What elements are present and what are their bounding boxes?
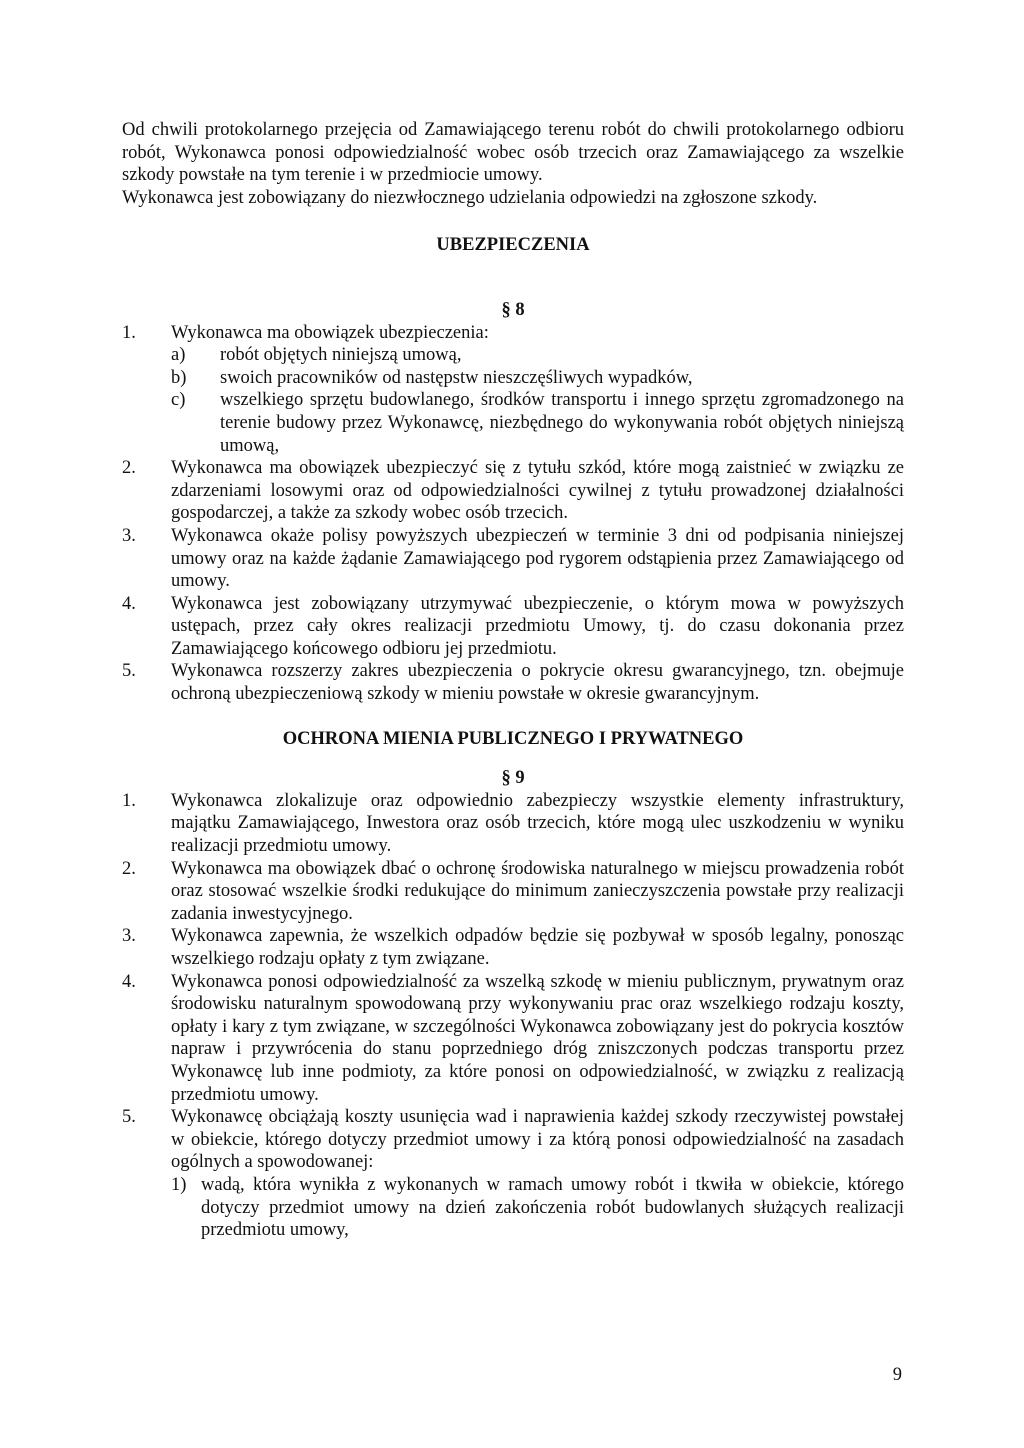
list-item-number: 5. [122, 661, 136, 682]
list-item-text: Wykonawca rozszerzy zakres ubezpieczenia o pokrycie okresu gwarancyjnego, tzn. obejmuje ochroną ubezpieczeniową szkody w mieniu powstałe w okresie gwarancyjnym. [171, 661, 904, 705]
sub-list-item [171, 344, 904, 367]
page-number: 9 [892, 1365, 902, 1385]
list-item-text: Wykonawca ponosi odpowiedzialność za wszelką szkodę w mieniu publicznym, prywatnym oraz środowisku naturalnym spowodowaną przy wykonywaniu prac oraz wszelkiego rodzaju koszty, opłaty i kary z tym związane, w szczególności Wykonawca zobowiązany jest do pokrycia kosztów napraw i przywrócenia do stanu poprzedniego dróg zniszczonych podczas transportu przez Wykonawcę lub inne podmioty, za które ponosi on odpowiedzialność, w związku z realizacją przedmiotu umowy. [171, 971, 904, 1105]
list-item-number: 3. [122, 525, 136, 546]
sub-list-item [171, 1174, 904, 1242]
sub-item-text: swoich pracowników od następstw nieszczęśliwych wypadków, [220, 367, 693, 388]
sub-list-item [171, 367, 904, 390]
sub-item-text: robót objętych niniejszą umową, [220, 345, 462, 366]
sub-item-letter: b) [171, 367, 187, 388]
list-item [122, 322, 904, 458]
section-heading-ubezpieczenia: UBEZPIECZENIA [436, 235, 590, 256]
list-item [122, 790, 904, 858]
section-heading-ochrona-mienia: OCHRONA MIENIA PUBLICZNEGO I PRYWATNEGO [282, 728, 744, 749]
list-item-text: Wykonawca jest zobowiązany utrzymywać ubezpieczenie, o którym mowa w powyższych ustępach, przez cały okres realizacji przedmiotu Umowy, tj. do czasu dokonania przez Zamawiającego końcowego odbioru jej przedmiotu. [171, 593, 904, 659]
list-item [122, 1106, 904, 1242]
list-item [122, 525, 904, 593]
list-item-number: 1. [122, 790, 136, 811]
list-item-text: Wykonawca okaże polisy powyższych ubezpieczeń w terminie 3 dni od podpisania niniejszej umowy oraz na każde żądanie Zamawiającego pod rygorem odstąpienia przez Zamawiającego od umowy. [171, 525, 904, 592]
sub-list-item [171, 389, 904, 457]
paragraph-sign-8: § 8 [501, 299, 525, 320]
sub-item-text: wszelkiego sprzętu budowlanego, środków transportu i innego sprzętu zgromadzonego na terenie budowy przez Wykonawcę, niezbędnego do wykonywania robót objętych niniejszą umową, [220, 390, 904, 456]
list-item-number: 2. [122, 458, 136, 479]
list-item [122, 593, 904, 661]
list-item-text: Wykonawcę obciążają koszty usunięcia wad i naprawienia każdej szkody rzeczywistej powstałej w obiekcie, którego dotyczy przedmiot umowy i za którą ponosi odpowiedzialność na zasadach ogólnych a spowodowanej: [171, 1107, 904, 1173]
list-item [122, 971, 904, 1107]
list-item-number: 4. [122, 593, 136, 614]
list-item [122, 660, 904, 705]
list-item [122, 457, 904, 525]
list-item [122, 858, 904, 926]
list-item-text: Wykonawca ma obowiązek ubezpieczenia: [171, 322, 489, 343]
sub-item-letter: c) [171, 390, 186, 411]
list-item-text: Wykonawca zlokalizuje oraz odpowiednio zabezpieczy wszystkie elementy infrastruktury, majątku Zamawiającego, Inwestora oraz osób trzecich, które mogą ulec uszkodzeniu w wyniku realizacji przedmiotu umowy. [171, 790, 904, 857]
list-item-number: 1. [122, 322, 136, 343]
paragraph-sign-9: § 9 [501, 768, 525, 789]
list-item-text: Wykonawca zapewnia, że wszelkich odpadów będzie się pozbywał w sposób legalny, ponosząc wszelkiego rodzaju opłaty z tym związane. [171, 926, 904, 969]
sub-item-number: 1) [171, 1174, 187, 1195]
sub-item-text: wadą, która wynikła z wykonanych w ramach umowy robót i tkwiła w obiekcie, którego dotyczy przedmiot umowy na dzień zakończenia robót budowlanych służących realizacji przedmiotu umowy, [201, 1174, 904, 1241]
intro-paragraph: Od chwili protokolarnego przejęcia od Zamawiającego terenu robót do chwili protokolarnego odbioru robót, Wykonawca ponosi odpowiedzialność wobec osób trzecich oraz Zamawiającego za wszelkie szkody powstałe na tym terenie i w przedmiocie umowy. [122, 120, 904, 186]
list-item-number: 3. [122, 926, 136, 947]
list-item-text: Wykonawca ma obowiązek dbać o ochronę środowiska naturalnego w miejscu prowadzenia robót oraz stosować wszelkie środki redukujące do minimum zanieczyszczenia powstałe przy realizacji zadania inwestycyjnego. [171, 858, 904, 924]
list-item [122, 925, 904, 970]
sub-item-letter: a) [171, 345, 186, 366]
list-item-number: 4. [122, 971, 136, 992]
list-item-number: 2. [122, 858, 136, 879]
list-item-text: Wykonawca ma obowiązek ubezpieczyć się z tytułu szkód, które mogą zaistnieć w związku ze zdarzeniami losowymi oraz od odpowiedzialności cywilnej z tytułu prowadzonej działalności gospodarczej, a także za szkody wobec osób trzecich. [171, 458, 904, 524]
list-item-number: 5. [122, 1107, 136, 1128]
intro-paragraph-2: Wykonawca jest zobowiązany do niezwłocznego udzielania odpowiedzi na zgłoszone szkody. [122, 187, 818, 208]
